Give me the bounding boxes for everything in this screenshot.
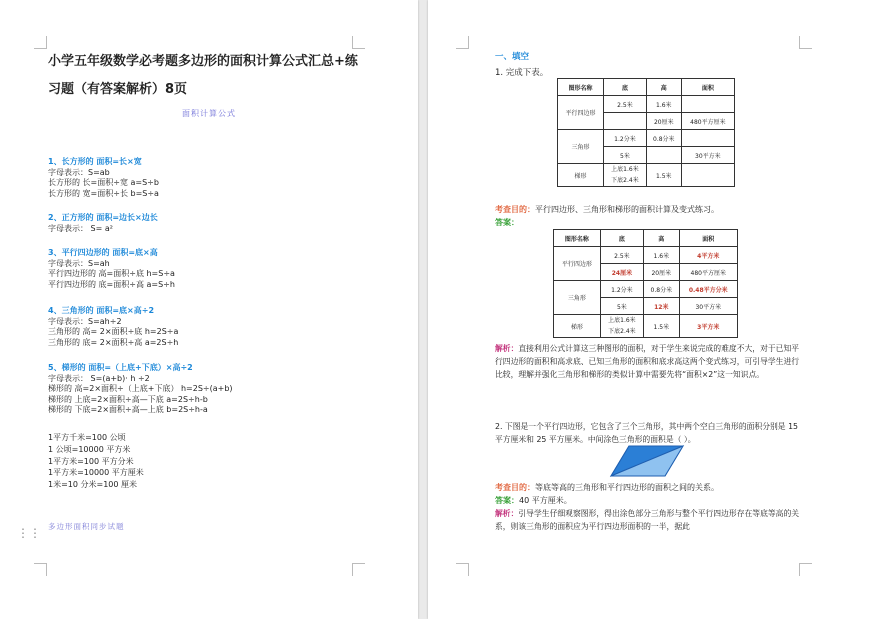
page-footer: 多边形面积同步试题 [48, 522, 125, 531]
table-cell: 480平方厘米 [681, 113, 734, 130]
formula-line: 平行四边形的 高=面积÷底 h=S÷a [48, 269, 175, 278]
table-cell: 5米 [600, 298, 643, 315]
section-heading: 一、填空 [495, 52, 530, 62]
label: 解析： [495, 509, 519, 518]
table-row [554, 315, 738, 338]
cell-line: 上底1.6米 [611, 166, 639, 173]
table-cell: 20厘米 [646, 113, 681, 130]
table-header: 底 [604, 79, 647, 96]
formula-section [48, 363, 233, 416]
table-header: 面积 [679, 230, 737, 247]
section-heading: 1、长方形的 面积=长×宽 [48, 157, 142, 166]
table-cell: 1.2分米 [600, 281, 643, 298]
table-cell [604, 164, 647, 187]
table-cell: 480平方厘米 [679, 264, 737, 281]
formula-section [48, 157, 159, 199]
table-cell: 三角形 [558, 130, 604, 164]
unit-line: 1平方米=100 平方分米 [48, 456, 134, 466]
unit-line: 1平方米=10000 平方厘米 [48, 468, 144, 478]
formula-line: 梯形的 高=2×面积÷（上底+下底） h=2S÷(a+b) [48, 384, 233, 393]
drag-handle-icon[interactable]: ⋮⋮ [17, 526, 41, 540]
cell-line: 下底2.4米 [608, 328, 636, 335]
question-table [557, 78, 735, 187]
answer-2 [495, 494, 572, 507]
margin-mark [456, 563, 469, 576]
table-row [554, 281, 738, 298]
unit-line: 1平方千米=100 公顷 [48, 433, 126, 442]
table-cell: 1.6米 [646, 96, 681, 113]
document-title: 小学五年级数学必考题多边形的面积计算公式汇总+练习题（有答案解析）8页 [48, 54, 358, 97]
label: 考查目的： [495, 483, 535, 492]
section-heading: 2、正方形的 面积=边长×边长 [48, 213, 158, 222]
margin-mark [456, 36, 469, 49]
text: 平行四边形、三角形和梯形的面积计算及变式练习。 [535, 205, 719, 214]
answer-table [553, 229, 738, 338]
table-row [558, 130, 735, 147]
table-cell: 0.8分米 [646, 130, 681, 147]
table-row [558, 164, 735, 187]
table-cell [681, 96, 734, 113]
formula-section [48, 306, 178, 348]
label: 答案： [495, 496, 519, 505]
table-cell [681, 164, 734, 187]
section-heading: 5、梯形的 面积=（上底+下底）×高÷2 [48, 363, 193, 372]
table-cell [646, 147, 681, 164]
table-cell: 梯形 [558, 164, 604, 187]
table-cell: 3平方米 [679, 315, 737, 338]
text: 40 平方厘米。 [519, 496, 572, 505]
margin-mark [352, 563, 365, 576]
unit-line: 1米=10 分米=100 厘米 [48, 480, 138, 490]
table-cell: 1.5米 [644, 315, 679, 338]
table-cell: 梯形 [554, 315, 601, 338]
unit-conversions [48, 432, 144, 491]
table-cell [600, 315, 643, 338]
formula-line: 字母表示：S=ah÷2 [48, 316, 122, 326]
table-cell: 0.8分米 [644, 281, 679, 298]
table-cell: 30平方米 [681, 147, 734, 164]
text: 等底等高的三角形和平行四边形的面积之间的关系。 [535, 483, 719, 492]
question-2: 2. 下图是一个平行四边形，它包含了三个三角形，其中两个空白三角形的面积分别是 15 平方厘米和 25 平方厘米。中间涂色三角形的面积是（ ）。 [495, 422, 799, 444]
text: 直接利用公式计算这三种图形的面积，对于学生来说完成的难度不大，对于已知平行四边形的面积和高求底、已知三角形的面积和底求高这两个变式练习，可引导学生进行比较，理解并强化三角形和梯形的类似计算中需要先将“面积×2”这一知识点。 [495, 344, 800, 379]
table-header: 图形名称 [558, 79, 604, 96]
table-cell: 平行四边形 [554, 247, 601, 281]
formula-line: 长方形的 宽=面积÷长 b=S÷a [48, 188, 159, 198]
table-cell: 0.48平方分米 [679, 281, 737, 298]
section-heading: 4、三角形的 面积=底×高÷2 [48, 306, 155, 315]
label: 考查目的： [495, 205, 535, 214]
subtitle: 面积计算公式 [182, 109, 236, 118]
table-header: 高 [644, 230, 679, 247]
table-cell: 24厘米 [600, 264, 643, 281]
formula-section [48, 213, 158, 234]
table-header-row [554, 230, 738, 247]
formula-section [48, 248, 175, 290]
exam-purpose-2 [495, 481, 719, 494]
table-cell: 12米 [644, 298, 679, 315]
parallelogram-figure [607, 444, 687, 478]
unit-line: 1 公顷=10000 平方米 [48, 444, 131, 454]
table-header: 面积 [681, 79, 734, 96]
left-page [0, 0, 418, 619]
formula-line: 字母表示：S=ab [48, 167, 110, 177]
table-header: 高 [646, 79, 681, 96]
table-cell: 4平方米 [679, 247, 737, 264]
table-cell [681, 130, 734, 147]
analysis-1 [495, 342, 800, 381]
question-1: 1. 完成下表。 [495, 68, 549, 78]
formula-line: 长方形的 长=面积÷宽 a=S÷b [48, 178, 159, 187]
table-cell [604, 113, 647, 130]
cell-line: 上底1.6米 [608, 317, 636, 324]
formula-line: 三角形的 底= 2×面积÷高 a=2S÷h [48, 337, 179, 347]
label: 解析： [495, 344, 519, 353]
formula-line: 字母表示： S=(a+b)· h ÷2 [48, 373, 150, 383]
formula-line: 梯形的 上底=2×面积÷高—下底 a=2S÷h-b [48, 394, 208, 404]
formula-line: 字母表示： S= a² [48, 223, 113, 233]
label: 答案： [495, 218, 519, 227]
table-cell: 三角形 [554, 281, 601, 315]
table-header: 图形名称 [554, 230, 601, 247]
formula-line: 三角形的 高= 2×面积÷底 h=2S÷a [48, 327, 179, 336]
exam-purpose-1 [495, 203, 719, 216]
margin-mark [34, 36, 47, 49]
formula-line: 平行四边形的 底=面积÷高 a=S÷h [48, 279, 175, 289]
table-row [558, 96, 735, 113]
table-row [554, 247, 738, 264]
table-cell: 20厘米 [644, 264, 679, 281]
cell-line: 下底2.4米 [611, 177, 639, 184]
table-cell: 1.2分米 [604, 130, 647, 147]
analysis-2 [495, 507, 800, 533]
margin-mark [799, 563, 812, 576]
table-cell: 1.5米 [646, 164, 681, 187]
table-cell: 2.5米 [604, 96, 647, 113]
table-header: 底 [600, 230, 643, 247]
table-cell: 5米 [604, 147, 647, 164]
table-cell: 平行四边形 [558, 96, 604, 130]
table-cell: 1.6米 [644, 247, 679, 264]
table-header-row [558, 79, 735, 96]
formula-line: 梯形的 下底=2×面积÷高—上底 b=2S÷h-a [48, 405, 208, 414]
answer-label-1 [495, 216, 519, 229]
formula-line: 字母表示：S=ah [48, 258, 110, 268]
table-cell: 30平方米 [679, 298, 737, 315]
table-cell: 2.5米 [600, 247, 643, 264]
section-heading: 3、平行四边形的 面积=底×高 [48, 248, 158, 257]
margin-mark [799, 36, 812, 49]
text: 引导学生仔细观察图形，得出涂色部分三角形与整个平行四边形存在等底等高的关系，则该三角形的面积应为平行四边形面积的一半，据此 [495, 509, 800, 531]
margin-mark [34, 563, 47, 576]
